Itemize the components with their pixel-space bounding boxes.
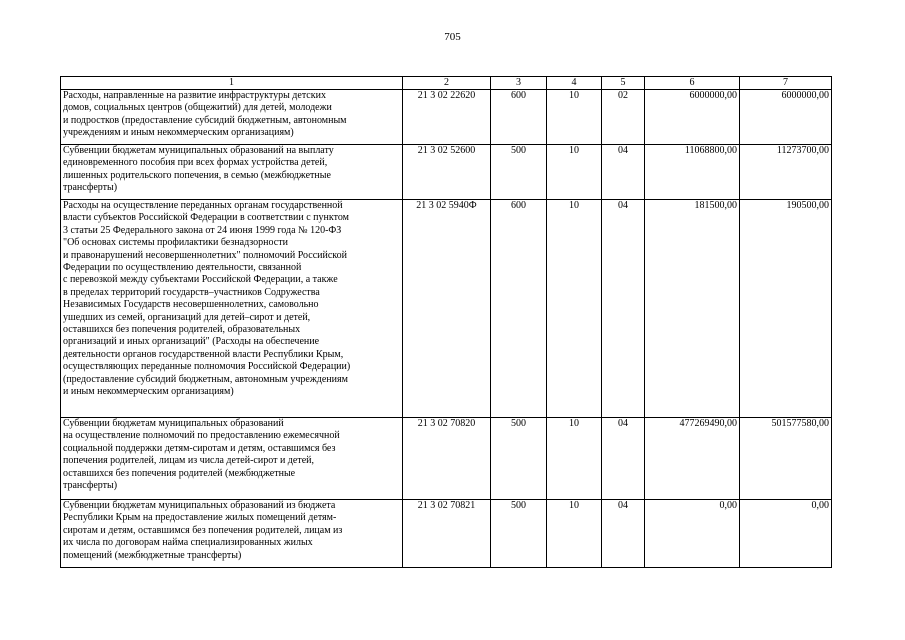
table-row	[61, 500, 832, 568]
header-row	[61, 77, 832, 90]
row-col3: 500	[491, 500, 547, 568]
row-amount-1: 477269490,00	[645, 418, 740, 500]
row-col4: 10	[547, 500, 602, 568]
row-description: Расходы, направленные на развитие инфраструктуры детских домов, социальных центров (общежитий) для детей, молодежи и подростков (предоставление субсидий бюджетным, автономным учреждениям и иным некоммерческим организациям)	[61, 90, 403, 145]
header-cell: 3	[491, 77, 547, 90]
row-amount-2: 190500,00	[740, 200, 832, 418]
row-amount-2: 11273700,00	[740, 145, 832, 200]
row-col3: 600	[491, 90, 547, 145]
row-col3: 500	[491, 418, 547, 500]
header-cell: 2	[403, 77, 491, 90]
table-row	[61, 90, 832, 145]
row-amount-1: 0,00	[645, 500, 740, 568]
row-amount-1: 11068800,00	[645, 145, 740, 200]
table-row	[61, 145, 832, 200]
row-col3: 600	[491, 200, 547, 418]
row-col5: 04	[602, 418, 645, 500]
row-col4: 10	[547, 90, 602, 145]
row-description: Расходы на осуществление переданных органам государственной власти субъектов Российской Федерации в соответствии с пунктом 3 статьи 25 Федерального закона от 24 июня 1999 года № 120-ФЗ "Об основах системы профилактики безнадзорности и правонарушений несовершеннолетних" полномочий Российской Федерации по осуществлению деятельности, связанной с перевозкой между субъектами Российской Федерации, а также в пределах территорий государств–участников Содружества Независимых Государств несовершеннолетних, самовольно ушедших из семей, организаций для детей–сирот и детей, оставшихся без попечения родителей, образовательных организаций и иных организаций" (Расходы на обеспечение деятельности органов государственной власти Республики Крым, осуществляющих переданные полномочия Российской Федерации) (предоставление субсидий бюджетным, автономным учреждениям и иным некоммерческим организациям)	[61, 200, 403, 418]
row-col5: 04	[602, 500, 645, 568]
row-col4: 10	[547, 145, 602, 200]
row-col4: 10	[547, 200, 602, 418]
row-code: 21 3 02 70820	[403, 418, 491, 500]
row-description: Субвенции бюджетам муниципальных образований на выплату единовременного пособия при всех формах устройства детей, лишенных родительского попечения, в семью (межбюджетные трансферты)	[61, 145, 403, 200]
table-row	[61, 200, 832, 418]
row-col5: 04	[602, 200, 645, 418]
row-code: 21 3 02 52600	[403, 145, 491, 200]
row-col3: 500	[491, 145, 547, 200]
header-cell: 1	[61, 77, 403, 90]
row-amount-1: 6000000,00	[645, 90, 740, 145]
row-code: 21 3 02 5940Ф	[403, 200, 491, 418]
row-col5: 02	[602, 90, 645, 145]
row-description: Субвенции бюджетам муниципальных образований на осуществление полномочий по предоставлению ежемесячной социальной поддержки детям-сиротам и детям, оставшимся без попечения родителей, лицам из числа детей-сирот и детей, оставшихся без попечения родителей (межбюджетные трансферты)	[61, 418, 403, 500]
header-cell: 6	[645, 77, 740, 90]
header-cell: 5	[602, 77, 645, 90]
row-col5: 04	[602, 145, 645, 200]
header-cell: 7	[740, 77, 832, 90]
header-cell: 4	[547, 77, 602, 90]
row-code: 21 3 02 22620	[403, 90, 491, 145]
table-row	[61, 418, 832, 500]
row-amount-2: 501577580,00	[740, 418, 832, 500]
row-code: 21 3 02 70821	[403, 500, 491, 568]
row-col4: 10	[547, 418, 602, 500]
row-amount-1: 181500,00	[645, 200, 740, 418]
row-amount-2: 6000000,00	[740, 90, 832, 145]
row-description: Субвенции бюджетам муниципальных образований из бюджета Республики Крым на предоставление жилых помещений детям- сиротам и детям, оставшимся без попечения родителей, лицам из их числа по договорам найма специализированных жилых помещений (межбюджетные трансферты)	[61, 500, 403, 568]
page-number: 705	[444, 31, 461, 43]
budget-table	[60, 76, 832, 568]
row-amount-2: 0,00	[740, 500, 832, 568]
